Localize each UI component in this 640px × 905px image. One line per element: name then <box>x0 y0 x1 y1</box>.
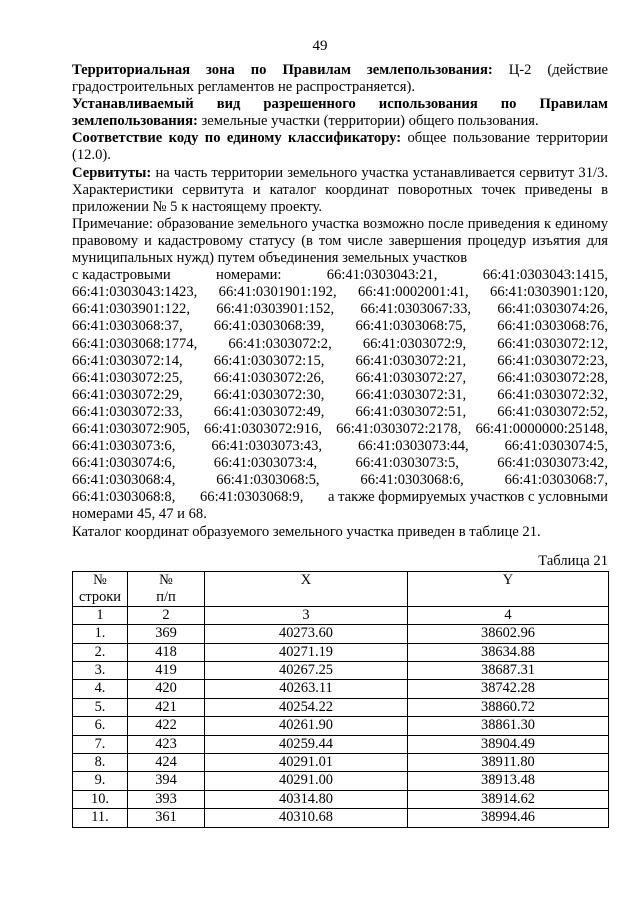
code-paragraph <box>72 130 608 164</box>
table-body <box>73 625 609 827</box>
table-header-cell <box>408 571 609 606</box>
table-header-row <box>73 571 609 606</box>
catalog-paragraph: Каталог координат образуемого земельного участка приведен в таблице 21. <box>72 523 541 540</box>
cadastral-line <box>72 421 608 438</box>
cadastral-number: 66:41:0303073:5, <box>355 455 459 472</box>
use-text: земельные участки (территории) общего пользования. <box>201 113 539 130</box>
table-row <box>73 643 609 661</box>
cadastral-number: 66:41:0303072:29, <box>72 386 183 403</box>
table-cell: 11. <box>73 809 128 827</box>
cadastral-number: 66:41:0301901:192, <box>218 284 337 301</box>
table-row <box>73 790 609 808</box>
table-row <box>73 698 609 716</box>
table-cell: 9. <box>73 772 128 790</box>
table-cell: 1. <box>73 625 128 643</box>
cadastral-number: 66:41:0303073:44, <box>357 438 469 455</box>
table-cell: 40314.80 <box>205 790 408 808</box>
cadastral-number: 66:41:0303068:1774, <box>72 335 198 352</box>
table-cell: 38911.80 <box>408 753 609 771</box>
cadastral-number: 66:41:0303072:31, <box>355 386 467 403</box>
cadastral-line <box>72 472 608 489</box>
code-label: Соответствие коду по единому классификатору: <box>72 130 402 147</box>
cadastral-line <box>72 404 608 421</box>
table-row <box>73 680 609 698</box>
cadastral-number: 66:41:0303072:23, <box>497 352 608 369</box>
cadastral-number: 66:41:0303072:2178, <box>336 420 462 437</box>
cadastral-number: 66:41:0303072:32, <box>497 386 608 403</box>
cadastral-line <box>72 284 608 301</box>
zone-paragraph <box>72 62 608 96</box>
table-cell: 421 <box>128 698 205 716</box>
use-label: Устанавливаемый вид разрешенного использования по Правилам землепользования: <box>72 96 608 130</box>
servitude-paragraph <box>72 165 608 216</box>
cadastral-number: 66:41:0303072:51, <box>355 403 467 420</box>
use-paragraph <box>72 96 608 130</box>
zone-label: Территориальная зона по Правилам землепользования: <box>72 62 493 78</box>
cadastral-number: 66:41:0303072:905, <box>72 420 190 437</box>
table-column-number: 3 <box>205 606 408 624</box>
code-text: общее пользование территории (12.0). <box>72 130 608 164</box>
table-cell: 38634.88 <box>408 643 609 661</box>
table-header-line: Y <box>502 571 514 588</box>
cadastral-number: 66:41:0303072:12, <box>497 335 608 352</box>
table-header-cell <box>205 571 408 606</box>
cadastral-line <box>72 301 608 318</box>
cadastral-number: 66:41:0303073:4, <box>213 455 318 472</box>
cadastral-number: 66:41:0303068:9, <box>200 489 304 506</box>
table-caption: Таблица 21 <box>538 552 608 569</box>
cadastral-line <box>72 318 608 335</box>
table-header-line: п/п <box>156 588 176 605</box>
cadastral-number: 66:41:0303072:28, <box>497 369 608 386</box>
table-cell: 40273.60 <box>205 625 408 643</box>
cadastral-number: 66:41:0303068:6, <box>360 472 464 489</box>
table-cell: 40310.68 <box>205 809 408 827</box>
coordinates-table <box>72 571 609 828</box>
cadastral-line <box>72 370 608 387</box>
cadastral-number: 66:41:0303043:1423, <box>72 284 198 301</box>
table-cell: 38904.49 <box>408 735 609 753</box>
table-cell: 6. <box>73 717 128 735</box>
table-cell: 419 <box>128 661 205 679</box>
table-cell: 5. <box>73 698 128 716</box>
document-content <box>72 62 608 828</box>
cadastral-number: 66:41:0303072:26, <box>213 369 325 386</box>
cadastral-line <box>72 267 608 284</box>
table-cell: 8. <box>73 753 128 771</box>
cadastral-number: 66:41:0303068:75, <box>355 318 467 335</box>
cadastral-number-list <box>72 267 608 506</box>
table-cell: 40267.25 <box>205 661 408 679</box>
cadastral-line <box>72 336 608 353</box>
cadastral-line <box>72 438 608 455</box>
cadastral-number: 66:41:0002001:41, <box>357 284 469 301</box>
cadastral-number: 66:41:0303072:916, <box>204 420 323 437</box>
table-cell: 40291.01 <box>205 753 408 771</box>
table-cell: 40259.44 <box>205 735 408 753</box>
table-cell: 10. <box>73 790 128 808</box>
table-row <box>73 735 609 753</box>
cadastral-number: номерами: <box>216 267 282 284</box>
cadastral-line <box>72 455 608 472</box>
cadastral-number: с кадастровыми <box>72 267 171 284</box>
table-cell: 3. <box>73 661 128 679</box>
cadastral-number: 66:41:0303072:49, <box>213 403 325 420</box>
table-cell: 423 <box>128 735 205 753</box>
table-cell: 38861.30 <box>408 717 609 735</box>
table-row <box>73 809 609 827</box>
table-cell: 2. <box>73 643 128 661</box>
table-header-line: № <box>93 571 107 588</box>
cadastral-number: 66:41:0303901:122, <box>72 301 190 318</box>
table-cell: 418 <box>128 643 205 661</box>
cadastral-number: 66:41:0303072:30, <box>213 386 325 403</box>
cadastral-number: 66:41:0303068:5, <box>216 472 320 489</box>
table-row <box>73 772 609 790</box>
cadastral-number: 66:41:0303072:2, <box>228 335 332 352</box>
cadastral-number: 66:41:0303072:21, <box>355 352 467 369</box>
table-cell: 369 <box>128 625 205 643</box>
cadastral-line <box>72 353 608 370</box>
cadastral-number: 66:41:0303043:21, <box>326 267 438 284</box>
table-header-line: строки <box>79 588 121 605</box>
cadastral-number: 66:41:0303073:43, <box>211 438 323 455</box>
table-cell: 40291.00 <box>205 772 408 790</box>
table-column-number: 1 <box>73 606 128 624</box>
table-cell: 422 <box>128 717 205 735</box>
cadastral-number: 66:41:0303072:27, <box>355 369 467 386</box>
table-cell: 40271.19 <box>205 643 408 661</box>
table-row <box>73 661 609 679</box>
table-cell: 38994.46 <box>408 809 609 827</box>
cadastral-number: а также формируемых участков с условными <box>328 489 608 506</box>
cadastral-last-line: номерами 45, 47 и 68. <box>72 506 207 523</box>
servitude-text: на часть территории земельного участка устанавливается сервитут 31/3. Характеристики сервитута и каталог координат поворотных точек приведены в приложении № 5 к настоящему проекту. <box>72 164 608 215</box>
cadastral-number: 66:41:0303901:152, <box>216 301 335 318</box>
cadastral-number: 66:41:0303068:7, <box>504 472 608 489</box>
table-header-cell <box>128 571 205 606</box>
table-cell: 394 <box>128 772 205 790</box>
cadastral-line <box>72 489 608 506</box>
cadastral-number: 66:41:0303073:6, <box>72 438 176 455</box>
cadastral-number: 66:41:0303072:33, <box>72 403 183 420</box>
cadastral-number: 66:41:0303074:6, <box>72 455 176 472</box>
table-cell: 38914.62 <box>408 790 609 808</box>
cadastral-number: 66:41:0303072:9, <box>362 335 467 352</box>
table-column-number: 2 <box>128 606 205 624</box>
table-cell: 420 <box>128 680 205 698</box>
table-cell: 38602.96 <box>408 625 609 643</box>
cadastral-number: 66:41:0303074:5, <box>504 438 608 455</box>
cadastral-number: 66:41:0303901:120, <box>490 284 608 301</box>
table-header-cell <box>73 571 128 606</box>
servitude-label: Сервитуты: <box>72 164 152 181</box>
table-cell: 40254.22 <box>205 698 408 716</box>
table-cell: 424 <box>128 753 205 771</box>
cadastral-number: 66:41:0303072:52, <box>497 403 608 420</box>
table-cell: 393 <box>128 790 205 808</box>
note-paragraph: Примечание: образование земельного участка возможно после приведения к единому правовому и кадастровому статусу (в том числе завершения процедур изъятия для муниципальных нужд) путем объединения земельных участков <box>72 215 608 267</box>
cadastral-number: 66:41:0303074:26, <box>497 301 608 318</box>
table-cell: 40263.11 <box>205 680 408 698</box>
table-cell: 38742.28 <box>408 680 609 698</box>
cadastral-number: 66:41:0303068:76, <box>497 318 608 335</box>
table-cell: 38913.48 <box>408 772 609 790</box>
table-cell: 7. <box>73 735 128 753</box>
table-column-numbers-row <box>73 606 609 624</box>
cadastral-number: 66:41:0303073:42, <box>497 455 608 472</box>
cadastral-line <box>72 387 608 404</box>
cadastral-number: 66:41:0303043:1415, <box>482 267 608 284</box>
cadastral-number: 66:41:0303068:39, <box>213 318 325 335</box>
table-header-line: X <box>300 571 312 588</box>
table-cell: 361 <box>128 809 205 827</box>
table-cell: 4. <box>73 680 128 698</box>
cadastral-number: 66:41:0303072:15, <box>213 352 325 369</box>
page-number: 49 <box>312 38 328 54</box>
cadastral-number: 66:41:0303072:14, <box>72 352 183 369</box>
cadastral-number: 66:41:0303067:33, <box>360 301 472 318</box>
zone-text: Ц-2 (действие градостроительных регламентов не распространяется). <box>72 62 608 96</box>
table-header-line: № <box>159 571 173 588</box>
table-cell: 38687.31 <box>408 661 609 679</box>
cadastral-number: 66:41:0303068:37, <box>72 318 183 335</box>
table-row <box>73 717 609 735</box>
table-column-number: 4 <box>408 606 609 624</box>
table-row <box>73 753 609 771</box>
cadastral-number: 66:41:0303068:4, <box>72 472 176 489</box>
cadastral-number: 66:41:0000000:25148, <box>475 420 608 437</box>
cadastral-number: 66:41:0303068:8, <box>72 489 176 506</box>
table-row <box>73 625 609 643</box>
table-cell: 40261.90 <box>205 717 408 735</box>
cadastral-number: 66:41:0303072:25, <box>72 369 183 386</box>
table-cell: 38860.72 <box>408 698 609 716</box>
